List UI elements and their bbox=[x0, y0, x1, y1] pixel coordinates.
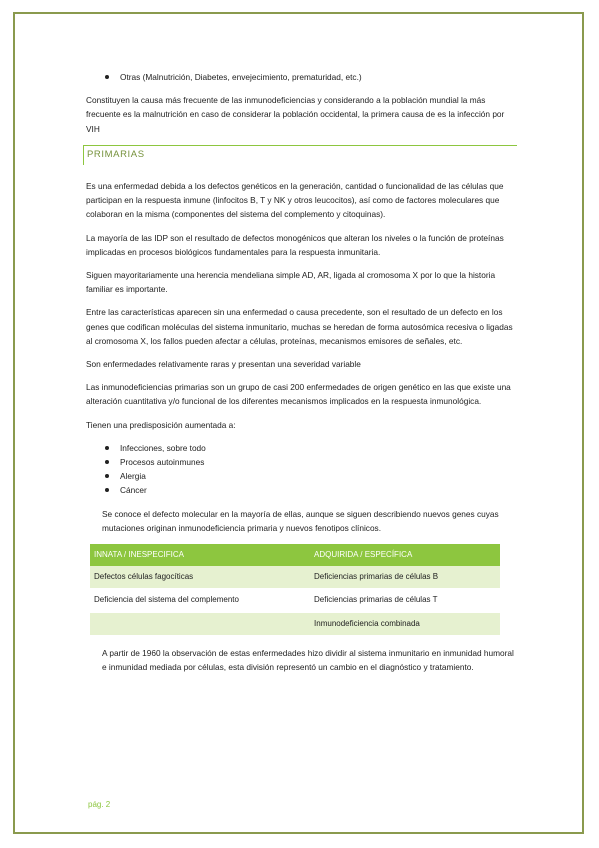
table-cell: Inmunodeficiencia combinada bbox=[310, 612, 500, 635]
table-header-acquired: ADQUIRIDA / ESPECÍFICA bbox=[310, 544, 500, 566]
predisposition-list bbox=[86, 441, 516, 498]
table-cell: Deficiencias primarias de células T bbox=[310, 589, 500, 612]
paragraph: Son enfermedades relativamente raras y presentan una severidad variable bbox=[86, 359, 361, 370]
section-title: PRIMARIAS bbox=[83, 145, 517, 165]
immunodeficiency-table bbox=[90, 544, 500, 636]
table-cell: Deficiencias primarias de células B bbox=[310, 566, 500, 589]
table-row bbox=[90, 566, 500, 589]
table-header-row bbox=[90, 544, 500, 566]
intro-paragraph: Constituyen la causa más frecuente de las inmunodeficiencias y considerando a la población mundial la más frecuente es la malnutrición en caso de considerar la población occidental, la primera causa de es la infección por VIH bbox=[86, 95, 505, 134]
defect-paragraph: Se conoce el defecto molecular en la mayoría de ellas, aunque se siguen describiendo nuevos genes cuyas mutaciones originan inmunodeficiencia primaria y nuevos fenotipos clínicos. bbox=[102, 508, 499, 533]
list-item: Otras (Malnutrición, Diabetes, envejecimiento, prematuridad, etc.) bbox=[86, 70, 516, 84]
table-header-innate: INNATA / INESPECIFICA bbox=[90, 544, 310, 566]
page-number: pág. 2 bbox=[88, 800, 111, 809]
paragraph: Entre las características aparecen sin una enfermedad o causa precedente, son el resultado de un defecto en los genes que codifican moléculas del sistema inmunitario, muchas se heredan de forma autosómica recesiva o ligadas al cromosoma X, los fallos pueden afectar a células, proteínas, mecanismos emisores de señales, etc. bbox=[86, 307, 513, 346]
paragraph: Las inmunodeficiencias primarias son un grupo de casi 200 enfermedades de origen genético en las que existe una alteración cuantitativa y/o funcional de los diferentes mecanismos implicados en la respuesta inmunológica. bbox=[86, 382, 511, 407]
table-cell bbox=[90, 612, 310, 635]
table-row bbox=[90, 612, 500, 635]
paragraph: Es una enfermedad debida a los defectos genéticos en la generación, cantidad o funcionalidad de las células que participan en la respuesta inmune (linfocitos B, T y NK y otros leucocitos), así como de factores moleculares que colaboran en la misma (componentes del sistema del complemento y citoquinas). bbox=[86, 181, 504, 220]
table-cell: Defectos células fagocíticas bbox=[90, 566, 310, 589]
list-item: Infecciones, sobre todo bbox=[86, 441, 516, 455]
table-cell: Deficiencia del sistema del complemento bbox=[90, 589, 310, 612]
document-body bbox=[86, 70, 516, 683]
paragraph: Siguen mayoritariamente una herencia mendeliana simple AD, AR, ligada al cromosoma X por lo que la historia familiar es importante. bbox=[86, 270, 496, 295]
paragraph: La mayoría de las IDP son el resultado de defectos monogénicos que alteran los niveles o la función de proteínas implicadas en procesos biológicos fundamentales para la respuesta inmunitaria. bbox=[86, 232, 504, 257]
paragraph: Tienen una predisposición aumentada a: bbox=[86, 419, 236, 430]
intro-list bbox=[86, 70, 516, 84]
list-item: Procesos autoinmunes bbox=[86, 455, 516, 469]
closing-paragraph: A partir de 1960 la observación de estas enfermedades hizo dividir al sistema inmunitario en inmunidad humoral e inmunidad mediada por células, esta división representó un cambio en el diagnóstico y tratamiento. bbox=[102, 647, 514, 673]
table-row bbox=[90, 589, 500, 612]
list-item: Alergia bbox=[86, 469, 516, 483]
list-item: Cáncer bbox=[86, 483, 516, 497]
